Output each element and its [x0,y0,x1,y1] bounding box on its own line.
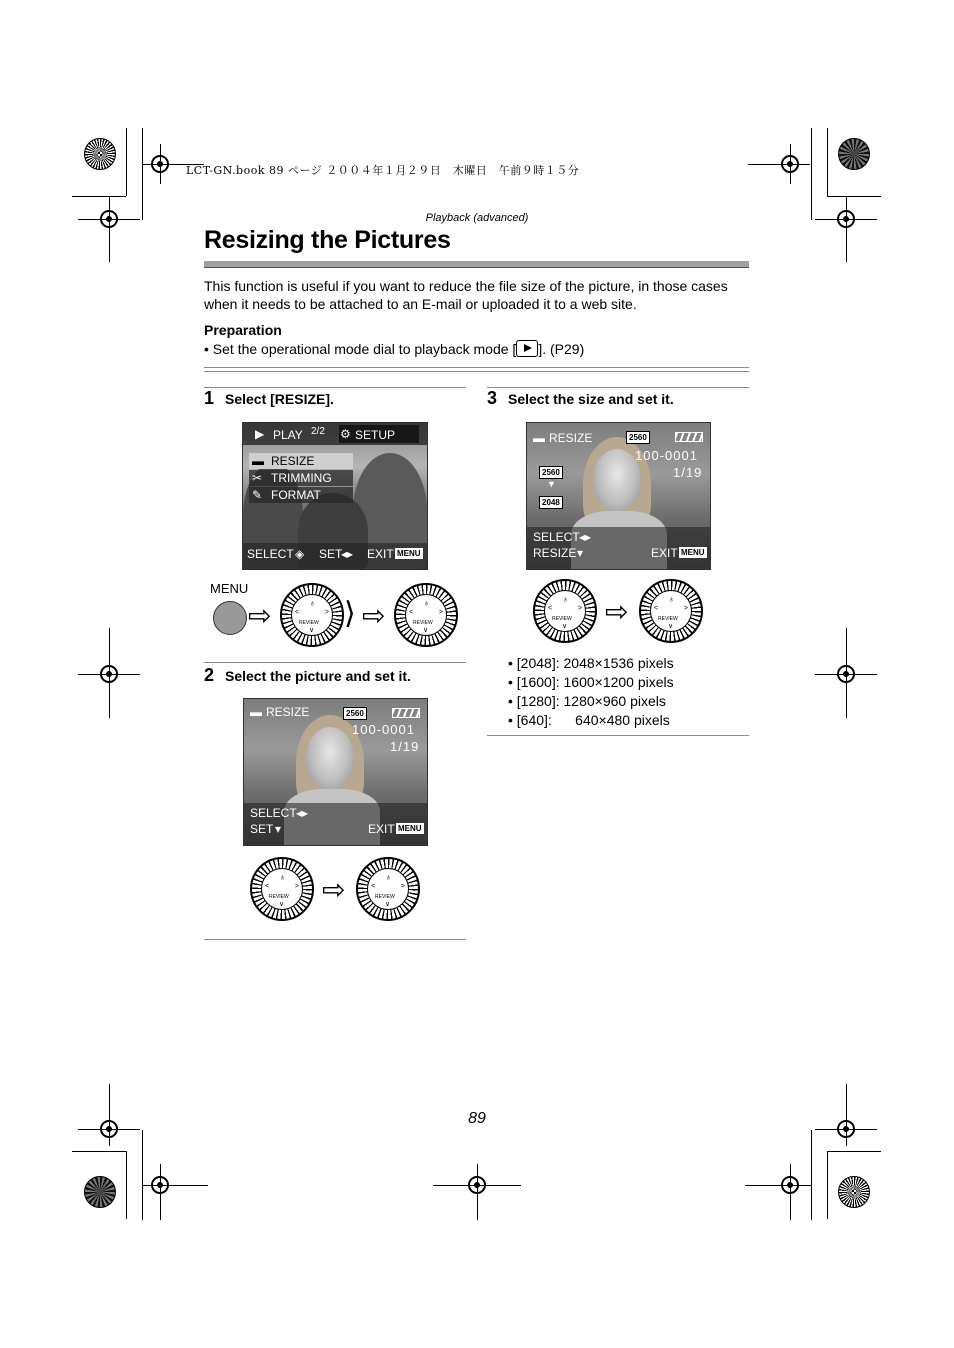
menu-item-format[interactable] [249,487,353,503]
crosshair-line [748,164,810,165]
four-way-icon: ◈ [295,547,305,561]
title-underline [204,261,749,268]
menu-item-trimming[interactable] [249,470,353,486]
crosshair-mark [468,1176,486,1194]
file-number: 100-0001 [352,722,415,737]
exit-hint: EXIT [651,546,678,560]
preparation-text-before: • Set the operational mode dial to playback mode [ [204,341,517,357]
step-divider [487,735,749,736]
crop-mark [827,1151,828,1219]
step-2-text: Select the picture and set it. [225,668,411,684]
crop-mark [827,1151,881,1152]
crosshair-line [745,1185,811,1186]
picture-count: 1/19 [673,465,703,480]
size-list [508,654,674,730]
menu-key-label: MENU [681,548,705,557]
intro-paragraph: This function is useful if you want to reduce the file size of the picture, in those cases when it needs to be attached to an E-mail or uploaded it to a web site. [204,278,728,312]
tab-setup: SETUP [355,428,396,442]
menu-button[interactable] [213,601,247,635]
size-badge: 2560 [343,707,367,720]
size-badge: 2560 [626,431,650,444]
arrow-right-icon: ⇨ [605,595,629,628]
menu-key-label: MENU [397,549,421,558]
step-divider [204,387,466,388]
cursor-dial[interactable]: ♁ < > REVIEW ∨ [394,583,458,647]
picture-count: 1/19 [390,739,420,754]
format-icon: ✎ [252,488,263,502]
crop-mark [811,128,812,220]
file-number: 100-0001 [635,448,698,463]
cursor-dial[interactable]: ♁ < > REVIEW ∨ [356,857,420,921]
arrow-right-icon: ⇨ [362,599,386,632]
size-option-next[interactable]: 2048 [539,496,563,509]
registration-target-bottom-left [84,1176,116,1208]
crosshair-mark [100,665,118,683]
step-2-number: 2 [204,665,215,685]
registration-target-top-right [838,138,870,170]
screen-title: RESIZE [549,431,593,445]
list-item: • [1600]: 1600×1200 pixels [508,674,674,690]
print-header: LCT-GN.book 89 ページ ２００４年１月２９日 木曜日 午前９時１５分 [186,164,580,177]
crosshair-mark [151,1176,169,1194]
menu-item-resize[interactable] [249,453,353,469]
crosshair-line [846,196,847,262]
screen-title: RESIZE [266,705,310,719]
arrow-right-icon: ⇨ [248,599,272,632]
crosshair-mark [781,1176,799,1194]
camera-screen-menu [242,422,428,570]
exit-hint: EXIT [368,822,395,836]
crop-mark [827,128,828,196]
step-divider [204,939,466,940]
menu-page-indicator: 2/2 [311,426,325,437]
crosshair-mark [151,155,169,173]
cursor-dial[interactable]: ♁ < > REVIEW ∨ [280,583,344,647]
left-right-icon: ◂▸ [296,806,309,820]
resize-icon: ▬ [252,454,264,468]
left-right-icon: ◂▸ [579,530,592,544]
select-hint: SELECT [533,530,580,544]
camera-screen-size [526,422,711,570]
cursor-dial[interactable]: ♁ < > REVIEW ∨ [639,579,703,643]
menu-key-label: MENU [398,824,422,833]
step-1-text: Select [RESIZE]. [225,391,334,407]
cursor-dial[interactable]: ♁ < > REVIEW ∨ [250,857,314,921]
divider [204,367,749,368]
crop-mark [72,196,126,197]
preparation-text [204,340,584,357]
crop-mark [126,128,127,196]
menu-item-label: RESIZE [271,454,315,468]
size-option-current[interactable]: 2560 [539,466,563,479]
step-divider [487,387,749,388]
set-hint: SET [319,547,343,561]
menu-button-label: MENU [210,581,249,596]
step-divider [204,662,466,663]
down-icon: ▾ [577,546,584,560]
arc-arrow-icon: ⟩ [344,596,356,631]
set-hint: SET [250,822,274,836]
menu-item-label: FORMAT [271,488,321,502]
left-right-icon: ◂▸ [341,547,354,561]
resize-icon: ▬ [250,705,262,719]
step-3-text: Select the size and set it. [508,391,674,407]
exit-hint: EXIT [367,547,394,561]
play-icon: ▶ [255,427,265,441]
cursor-dial[interactable]: ♁ < > REVIEW ∨ [533,579,597,643]
size-down-arrow: ▼ [547,479,556,489]
list-item: • [1280]: 1280×960 pixels [508,693,666,709]
crop-mark [827,196,881,197]
crop-mark [142,128,143,220]
down-icon: ▾ [275,822,282,836]
battery-icon [392,708,420,718]
tab-play: PLAY [273,428,303,442]
step-1-number: 1 [204,388,215,408]
crop-mark [72,1151,126,1152]
registration-target-top-left [84,138,116,170]
preparation-title: Preparation [204,322,282,338]
crosshair-mark [781,155,799,173]
camera-screen-picture [243,698,428,846]
list-item: • [640]: 640×480 pixels [508,712,670,728]
resize-hint: RESIZE [533,546,577,560]
scissors-icon: ✂ [252,471,263,485]
crop-mark [126,1151,127,1219]
menu-item-label: TRIMMING [271,471,332,485]
section-label: Playback (advanced) [425,212,529,224]
setup-icon: ⚙ [340,427,351,441]
page-title: Resizing the Pictures [204,226,451,254]
playback-mode-icon [516,340,538,357]
crosshair-line [109,196,110,262]
battery-icon [675,432,703,442]
arrow-right-icon: ⇨ [322,873,346,906]
list-item: • [2048]: 2048×1536 pixels [508,655,674,671]
registration-target-bottom-right [838,1176,870,1208]
select-hint: SELECT [247,547,294,561]
preparation-text-after: ]. (P29) [538,341,585,357]
resize-icon: ▬ [533,431,545,445]
step-3-number: 3 [487,388,498,408]
crop-mark [811,1130,812,1220]
select-hint: SELECT [250,806,297,820]
crop-mark [142,1130,143,1220]
page-number: 89 [468,1110,486,1127]
divider [204,371,749,372]
crosshair-mark [837,665,855,683]
